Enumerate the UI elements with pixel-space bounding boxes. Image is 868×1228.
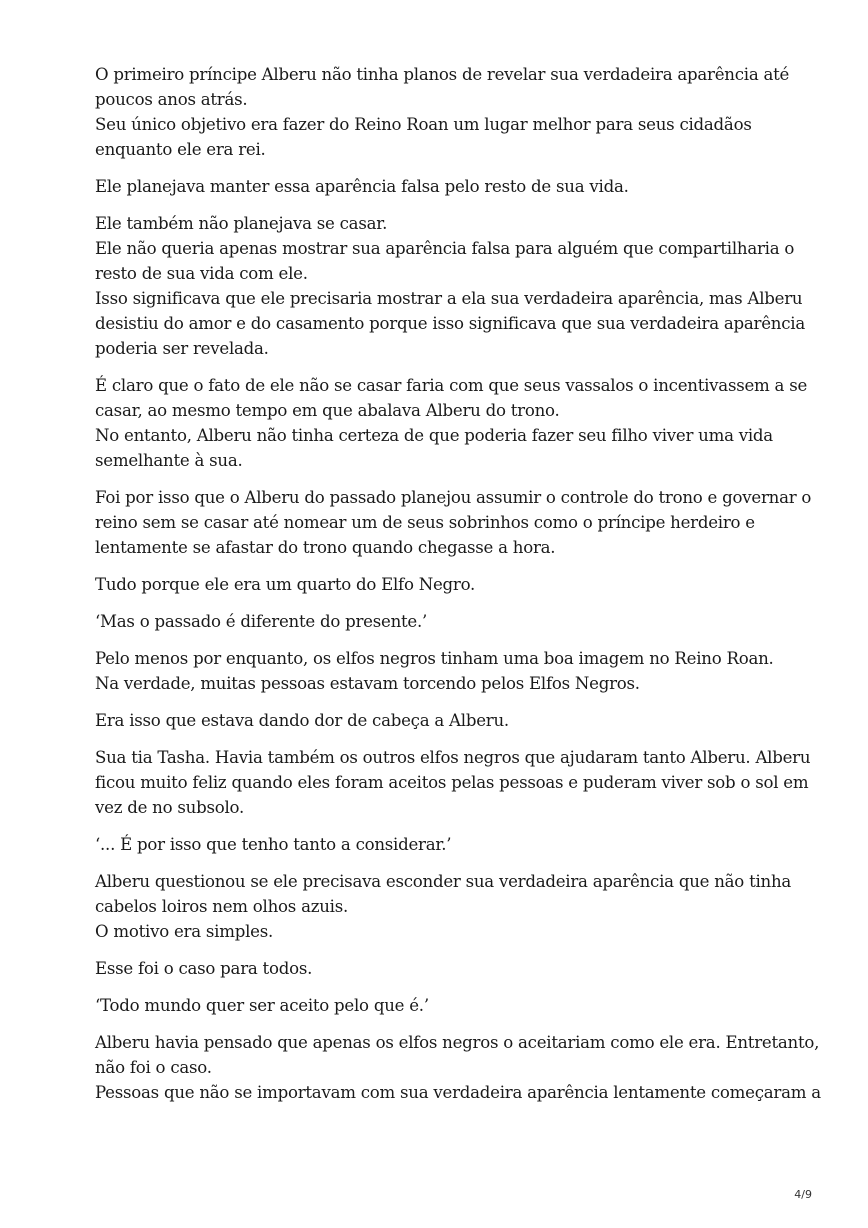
text-line: Pelo menos por enquanto, os elfos negros tinham uma boa imagem no Reino Roan. — [95, 649, 774, 668]
text-line: No entanto, Alberu não tinha certeza de que poderia fazer seu filho viver uma vida — [95, 426, 773, 445]
text-line: Seu único objetivo era fazer do Reino Roan um lugar melhor para seus cidadãos — [95, 115, 752, 134]
text-line: Ele não queria apenas mostrar sua aparência falsa para alguém que compartilharia o — [95, 239, 795, 258]
text-line: ficou muito feliz quando eles foram aceitos pelas pessoas e puderam viver sob o sol em — [95, 773, 809, 792]
text-line: Pessoas que não se importavam com sua verdadeira aparência lentamente começaram a — [95, 1083, 821, 1102]
text-line: Ele também não planejava se casar. — [95, 214, 388, 233]
text-line: poderia ser revelada. — [95, 339, 269, 358]
text-line: ‘Mas o passado é diferente do presente.’ — [95, 612, 428, 631]
text-line: semelhante à sua. — [95, 451, 243, 470]
text-line: ‘Todo mundo quer ser aceito pelo que é.’ — [95, 996, 429, 1015]
document-body — [95, 62, 821, 1117]
text-line: Sua tia Tasha. Havia também os outros elfos negros que ajudaram tanto Alberu. Alberu — [95, 748, 811, 767]
paragraph — [95, 1030, 821, 1105]
text-line: O primeiro príncipe Alberu não tinha planos de revelar sua verdadeira aparência até — [95, 65, 790, 84]
text-line: poucos anos atrás. — [95, 90, 248, 109]
text-line: É claro que o fato de ele não se casar faria com que seus vassalos o incentivassem a se — [95, 376, 808, 395]
text-line: ‘... É por isso que tenho tanto a considerar.’ — [95, 835, 452, 854]
paragraph — [95, 373, 808, 473]
paragraph — [95, 174, 785, 199]
paragraph — [95, 211, 805, 361]
paragraph — [95, 832, 785, 857]
text-line: Foi por isso que o Alberu do passado planejou assumir o controle do trono e governar o — [95, 488, 812, 507]
text-line: Ele planejava manter essa aparência falsa pelo resto de sua vida. — [95, 177, 629, 196]
paragraph — [95, 708, 785, 733]
text-line: Alberu questionou se ele precisava esconder sua verdadeira aparência que não tinha — [95, 872, 792, 891]
text-line: casar, ao mesmo tempo em que abalava Alberu do trono. — [95, 401, 560, 420]
paragraph — [95, 572, 785, 597]
page-number: 4/9 — [794, 1188, 812, 1201]
text-line: Isso significava que ele precisaria mostrar a ela sua verdadeira aparência, mas Alberu — [95, 289, 803, 308]
text-line: Tudo porque ele era um quarto do Elfo Negro. — [95, 575, 476, 594]
text-line: cabelos loiros nem olhos azuis. — [95, 897, 348, 916]
paragraph — [95, 869, 792, 944]
text-line: resto de sua vida com ele. — [95, 264, 308, 283]
paragraph — [95, 745, 811, 820]
paragraph — [95, 646, 785, 696]
text-line: Esse foi o caso para todos. — [95, 959, 313, 978]
paragraph — [95, 62, 790, 162]
paragraph — [95, 956, 785, 981]
text-line: lentamente se afastar do trono quando chegasse a hora. — [95, 538, 556, 557]
text-line: reino sem se casar até nomear um de seus sobrinhos como o príncipe herdeiro e — [95, 513, 755, 532]
text-line: Era isso que estava dando dor de cabeça a Alberu. — [95, 711, 509, 730]
text-line: desistiu do amor e do casamento porque isso significava que sua verdadeira aparência — [95, 314, 805, 333]
paragraph — [95, 993, 785, 1018]
text-line: Na verdade, muitas pessoas estavam torcendo pelos Elfos Negros. — [95, 674, 640, 693]
text-line: vez de no subsolo. — [95, 798, 244, 817]
text-line: O motivo era simples. — [95, 922, 273, 941]
text-line: enquanto ele era rei. — [95, 140, 266, 159]
paragraph — [95, 609, 785, 634]
text-line: Alberu havia pensado que apenas os elfos negros o aceitariam como ele era. Entretanto, — [95, 1033, 820, 1052]
paragraph — [95, 485, 812, 560]
text-line: não foi o caso. — [95, 1058, 212, 1077]
